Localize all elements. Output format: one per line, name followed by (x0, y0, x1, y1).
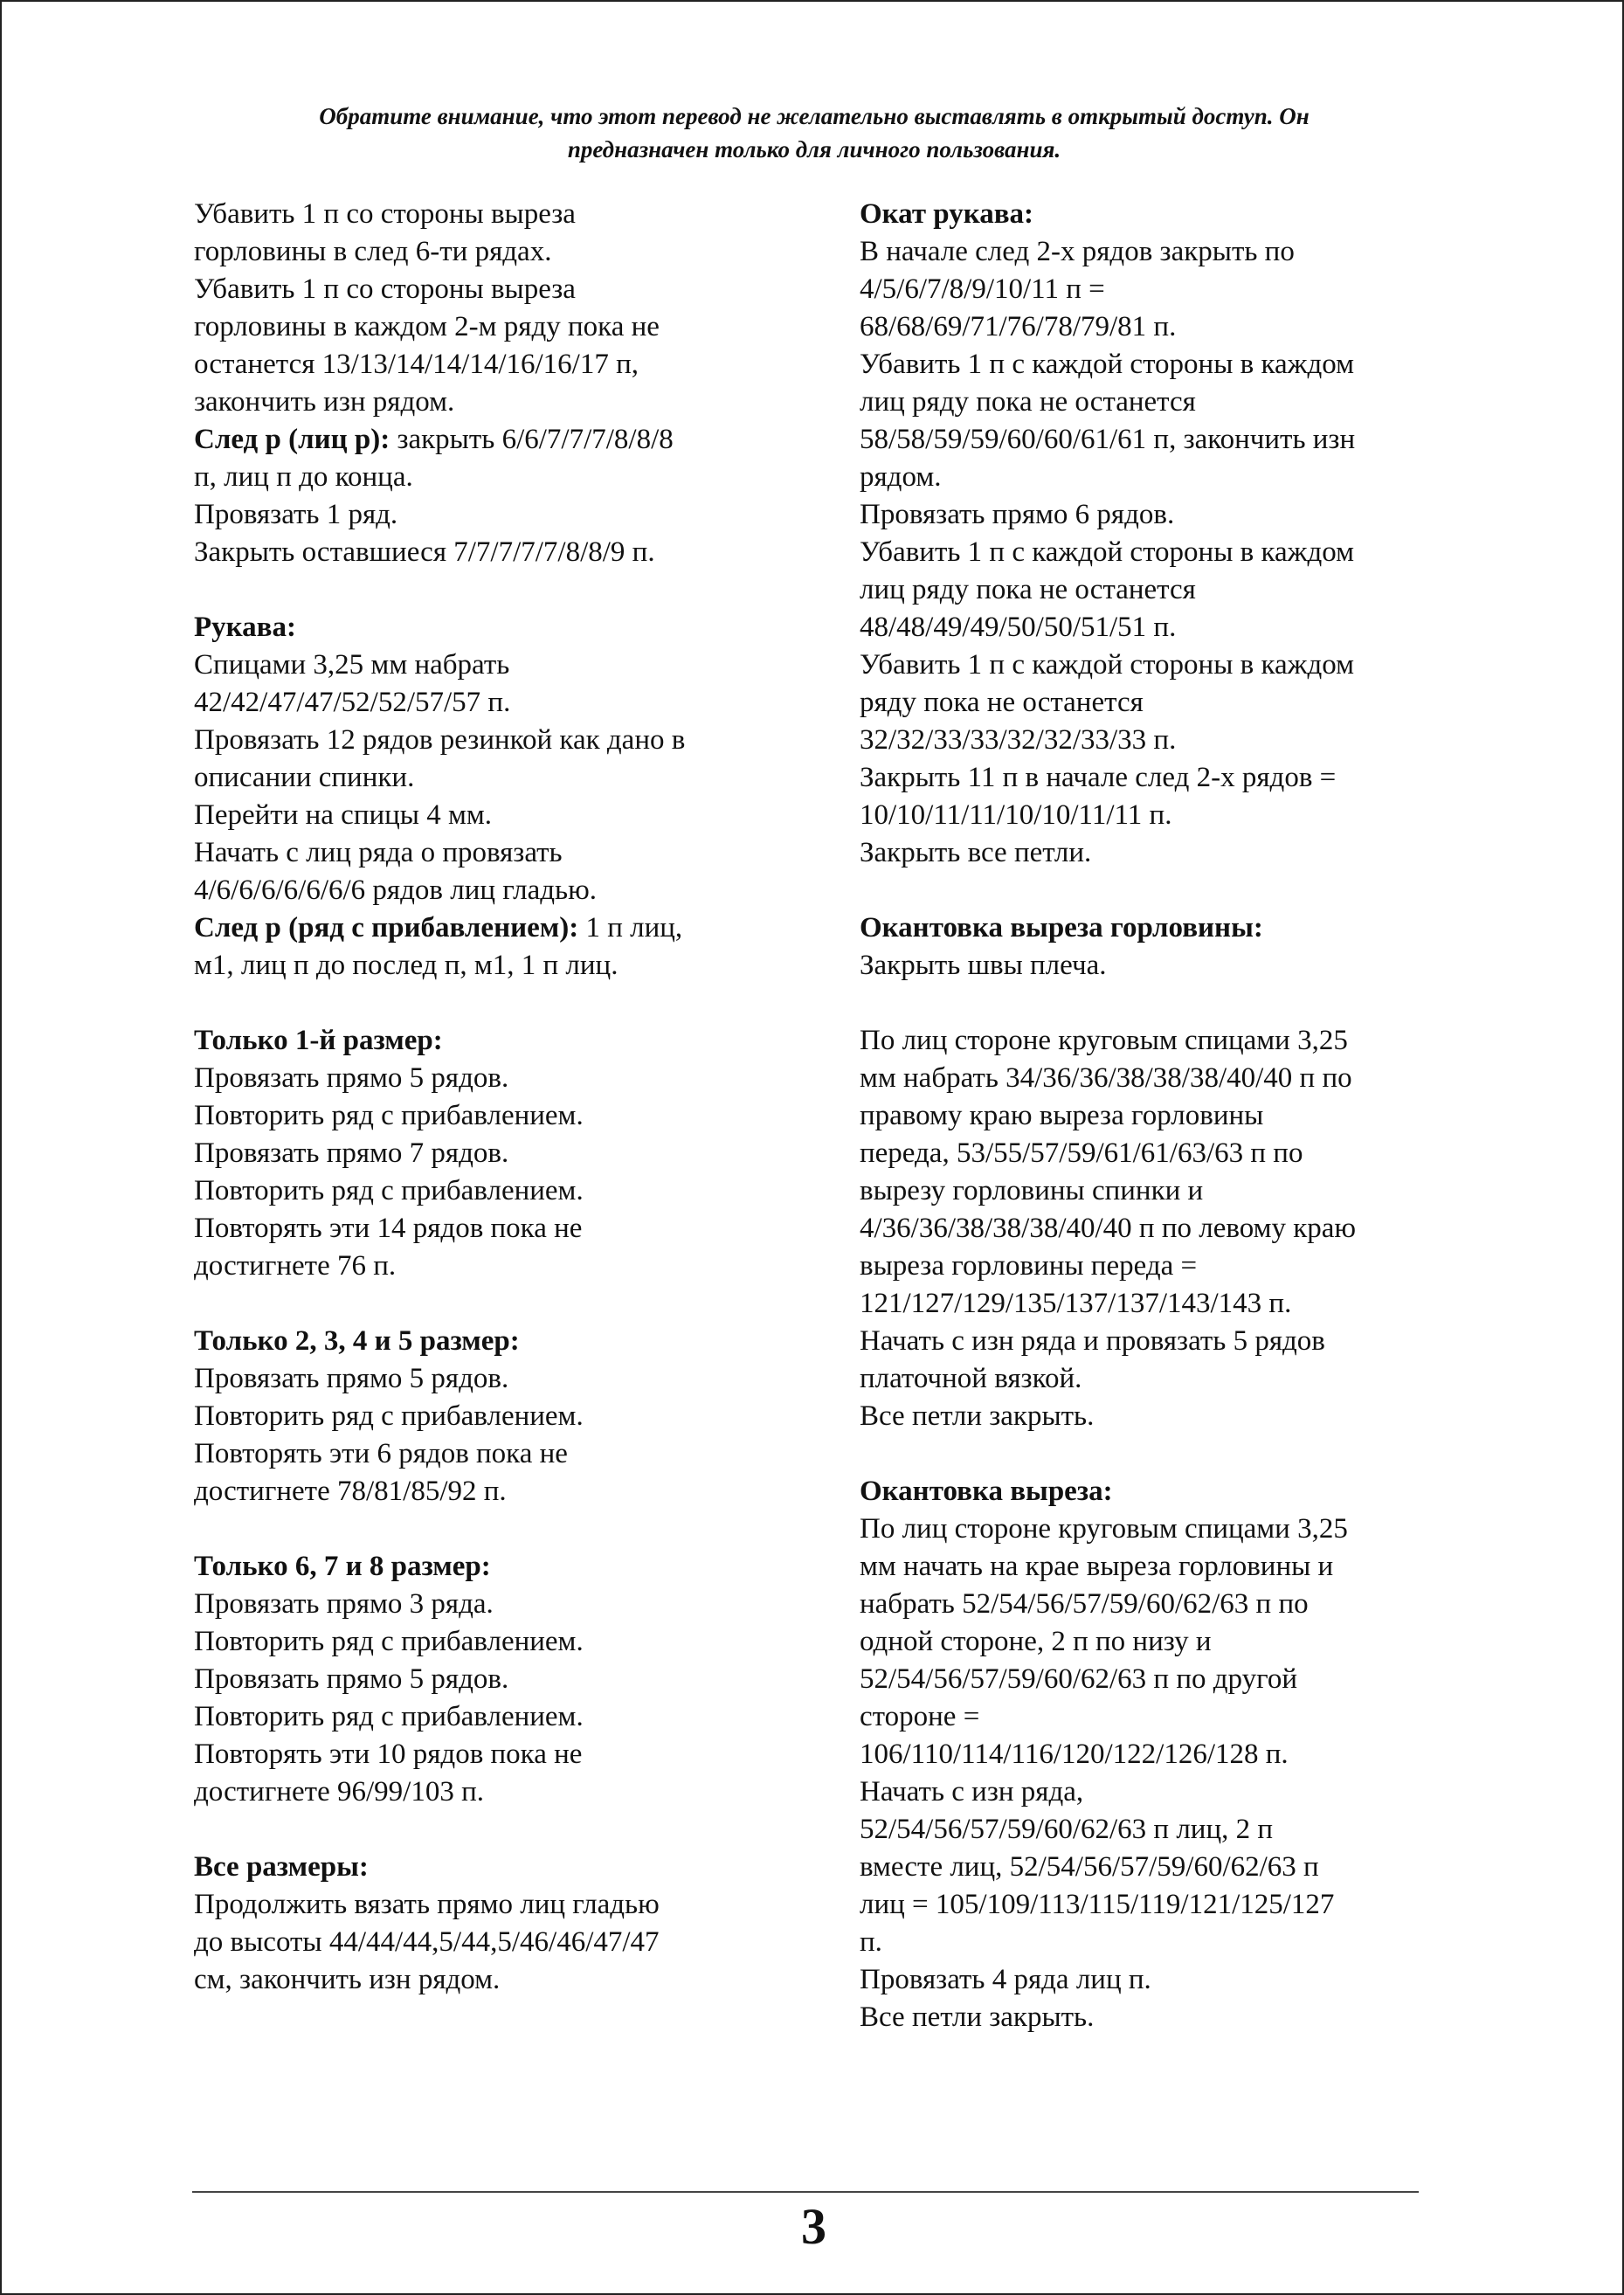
text-line: 48/48/49/49/50/50/51/51 п. (860, 612, 1177, 643)
text-line: см, закончить изн рядом. (194, 1964, 501, 1995)
text-line: Провязать прямо 5 рядов. (194, 1363, 509, 1394)
text-line: закончить изн рядом. (194, 386, 455, 418)
page-number: 3 (801, 2198, 826, 2255)
text-line: Повторять эти 10 рядов пока не (194, 1739, 583, 1770)
text-line: правому краю выреза горловины (860, 1100, 1264, 1131)
text-line: 4/5/6/7/8/9/10/11 п = (860, 273, 1105, 305)
text-line: мм набрать 34/36/36/38/38/38/40/40 п по (860, 1062, 1352, 1094)
text-line: Закрыть все петли. (860, 837, 1092, 868)
text-line: Все петли закрыть. (860, 1400, 1095, 1432)
text-line: Убавить 1 п с каждой стороны в каждом (860, 536, 1354, 568)
section-heading-sleeves: Рукава: (194, 612, 296, 643)
notice-line: Обратите внимание, что этот перевод не желательно выставлять в открытый доступ. Он (319, 103, 1310, 129)
increase-row-text: 1 п лиц, (578, 912, 683, 944)
text-line: Повторить ряд с прибавлением. (194, 1701, 584, 1732)
text-line: Закрыть оставшиеся 7/7/7/7/7/8/8/9 п. (194, 536, 655, 568)
section-heading-all-sizes: Все размеры: (194, 1851, 369, 1883)
section-heading-size-2-5: Только 2, 3, 4 и 5 размер: (194, 1325, 520, 1357)
next-row-text: закрыть 6/6/7/7/7/8/8/8 (390, 424, 674, 455)
text-line: 42/42/47/47/52/52/57/57 п. (194, 687, 511, 718)
text-line: лиц = 105/109/113/115/119/121/125/127 (860, 1889, 1335, 1920)
text-line: достигнете 96/99/103 п. (194, 1776, 484, 1808)
text-line: Продолжить вязать прямо лиц гладью (194, 1889, 660, 1920)
text-line: Провязать прямо 7 рядов. (194, 1137, 509, 1169)
text-line: п. (860, 1926, 882, 1958)
section-heading-size-6-8: Только 6, 7 и 8 размер: (194, 1551, 491, 1582)
text-line: описании спинки. (194, 762, 415, 793)
text-line: По лиц стороне круговым спицами 3,25 (860, 1025, 1348, 1056)
text-line: Повторить ряд с прибавлением. (194, 1400, 584, 1432)
section-heading-sleeve-cap: Окат рукава: (860, 198, 1034, 230)
text-line: По лиц стороне круговым спицами 3,25 (860, 1513, 1348, 1545)
text-line: набрать 52/54/56/57/59/60/62/63 п по (860, 1588, 1309, 1620)
text-line: 32/32/33/33/32/32/33/33 п. (860, 724, 1177, 756)
text-line: Убавить 1 п с каждой стороны в каждом (860, 649, 1354, 681)
section-heading-size-1: Только 1-й размер: (194, 1025, 443, 1056)
left-column (194, 196, 788, 1999)
text-line: 52/54/56/57/59/60/62/63 п по другой (860, 1663, 1297, 1695)
text-line: Спицами 3,25 мм набрать (194, 649, 510, 681)
text-line: лиц ряду пока не останется (860, 386, 1196, 418)
text-line: В начале след 2-х рядов закрыть по (860, 236, 1295, 267)
text-line: Повторять эти 6 рядов пока не (194, 1438, 568, 1469)
text-line: достигнете 78/81/85/92 п. (194, 1476, 507, 1507)
text-line: Провязать прямо 3 ряда. (194, 1588, 494, 1620)
text-line: Провязать прямо 5 рядов. (194, 1663, 509, 1695)
right-column (860, 196, 1436, 2036)
privacy-notice (176, 100, 1452, 166)
text-line: 121/127/129/135/137/137/143/143 п. (860, 1288, 1292, 1319)
text-line: Начать с лиц ряда о провязать (194, 837, 563, 868)
text-line: Повторять эти 14 рядов пока не (194, 1213, 583, 1244)
increase-row-label: След р (ряд с прибавлением): (194, 912, 579, 944)
text-line: Закрыть 11 п в начале след 2-х рядов = (860, 762, 1337, 793)
section-heading-neckband: Окантовка выреза горловины: (860, 912, 1263, 944)
text-line: Убавить 1 п со стороны выреза (194, 198, 576, 230)
text-line: Убавить 1 п со стороны выреза (194, 273, 576, 305)
text-line: платочной вязкой. (860, 1363, 1082, 1394)
text-line: горловины в каждом 2-м ряду пока не (194, 311, 660, 342)
text-line: одной стороне, 2 п по низу и (860, 1626, 1212, 1657)
text-line: Начать с изн ряда, (860, 1776, 1084, 1808)
text-line: 68/68/69/71/76/78/79/81 п. (860, 311, 1177, 342)
notice-line: предназначен только для личного пользования. (567, 136, 1061, 162)
text-line: вырезу горловины спинки и (860, 1175, 1204, 1206)
next-row-instruction (194, 421, 788, 459)
text-line: 4/36/36/38/38/38/40/40 п по левому краю (860, 1213, 1357, 1244)
text-line: лиц ряду пока не останется (860, 574, 1196, 605)
text-line: м1, лиц п до послед п, м1, 1 п лиц. (194, 950, 619, 981)
text-line: достигнете 76 п. (194, 1250, 397, 1282)
text-line: Провязать 1 ряд. (194, 499, 398, 530)
text-line: Повторить ряд с прибавлением. (194, 1626, 584, 1657)
text-line: Перейти на спицы 4 мм. (194, 799, 492, 831)
text-line: ряду пока не останется (860, 687, 1144, 718)
text-line: Все петли закрыть. (860, 2001, 1095, 2033)
text-line: Провязать 12 рядов резинкой как дано в (194, 724, 686, 756)
text-line: Повторить ряд с прибавлением. (194, 1175, 584, 1206)
text-line: останется 13/13/14/14/14/16/16/17 п, (194, 349, 639, 380)
text-line: Повторить ряд с прибавлением. (194, 1100, 584, 1131)
text-line: 4/6/6/6/6/6/6/6 рядов лиц гладью. (194, 874, 597, 906)
text-line: переда, 53/55/57/59/61/61/63/63 п по (860, 1137, 1303, 1169)
text-line: Провязать прямо 6 рядов. (860, 499, 1175, 530)
next-row-label: След р (лиц р): (194, 424, 390, 455)
text-line: п, лиц п до конца. (194, 461, 413, 493)
text-line: до высоты 44/44/44,5/44,5/46/46/47/47 (194, 1926, 660, 1958)
text-line: рядом. (860, 461, 942, 493)
text-line: вместе лиц, 52/54/56/57/59/60/62/63 п (860, 1851, 1319, 1883)
text-line: 10/10/11/11/10/10/11/11 п. (860, 799, 1172, 831)
footer-divider (192, 2191, 1419, 2193)
text-line: Убавить 1 п с каждой стороны в каждом (860, 349, 1354, 380)
text-line: 58/58/59/59/60/60/61/61 п, закончить изн (860, 424, 1356, 455)
text-line: Начать с изн ряда и провязать 5 рядов (860, 1325, 1325, 1357)
text-line: Провязать 4 ряда лиц п. (860, 1964, 1151, 1995)
text-line: 106/110/114/116/120/122/126/128 п. (860, 1739, 1289, 1770)
text-line: стороне = (860, 1701, 980, 1732)
text-line: Провязать прямо 5 рядов. (194, 1062, 509, 1094)
increase-row-instruction (194, 909, 788, 947)
text-line: Закрыть швы плеча. (860, 950, 1107, 981)
section-heading-neck-edging: Окантовка выреза: (860, 1476, 1113, 1507)
text-line: выреза горловины переда = (860, 1250, 1198, 1282)
text-line: 52/54/56/57/59/60/62/63 п лиц, 2 п (860, 1814, 1274, 1845)
text-line: мм начать на крае выреза горловины и (860, 1551, 1334, 1582)
text-line: горловины в след 6-ти рядах. (194, 236, 552, 267)
